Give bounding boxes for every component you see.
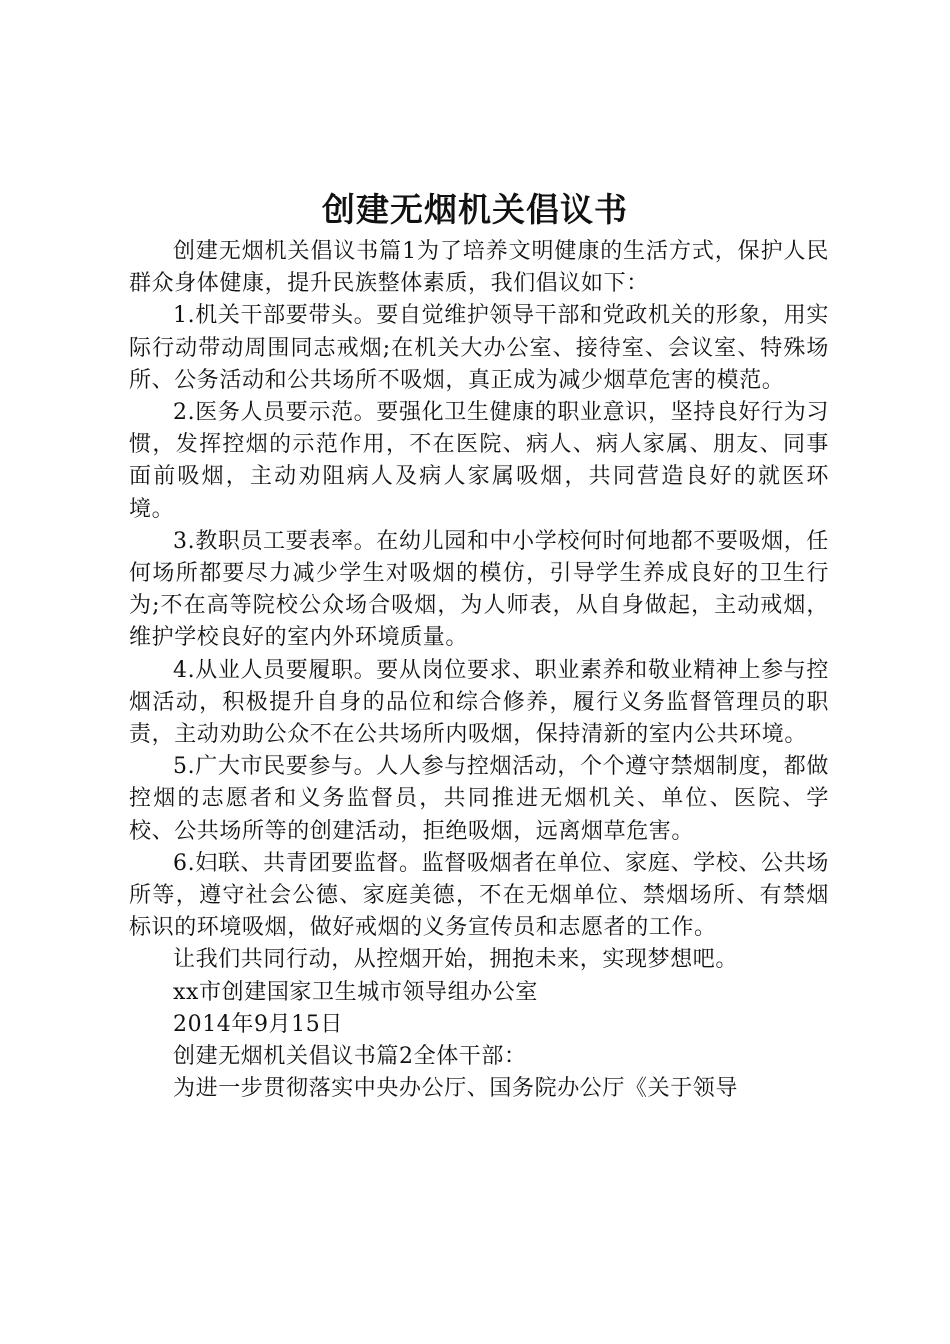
paragraph-closing: 让我们共同行动，从控烟开始，拥抱未来，实现梦想吧。: [173, 947, 739, 973]
document-title: 创建无烟机关倡议书: [322, 190, 628, 229]
paragraph-item-1: 1.机关干部要带头。要自觉维护领导干部和党政机关的形象，用实际行动带动周围同志戒烟;在机关大办公室、接待室、会议室、特殊场所、公务活动和公共场所不吸烟，真正成为减少烟草危害的模范。: [129, 303, 829, 393]
paragraph-item-3: 3.教职员工要表率。在幼儿园和中小学校何时何地都不要吸烟，任何场所都要尽力减少学生对吸烟的模仿，引导学生养成良好的卫生行为;不在高等院校公众场合吸烟，为人师表，从自身做起，主动戒烟，维护学校良好的室内外环境质量。: [129, 528, 829, 651]
document-body: [129, 236, 829, 1105]
paragraph-item-5: 5.广大市民要参与。人人参与控烟活动，个个遵守禁烟制度，都做控烟的志愿者和义务监督员，共同推进无烟机关、单位、医院、学校、公共场所等的创建活动，拒绝吸烟，远离烟草危害。: [129, 754, 829, 844]
paragraph-part2-heading: 创建无烟机关倡议书篇2全体干部：: [173, 1044, 527, 1070]
paragraph-item-4: 4.从业人员要履职。要从岗位要求、职业素养和敬业精神上参与控烟活动，积极提升自身的品位和综合修养，履行义务监督管理员的职责，主动劝助公众不在公共场所内吸烟，保持清新的室内公共环境。: [129, 657, 829, 748]
paragraph-part2-start: 为进一步贯彻落实中央办公厅、国务院办公厅《关于领导: [173, 1076, 739, 1102]
signature-organization: xx市创建国家卫生城市领导组办公室: [173, 979, 539, 1005]
paragraph-intro: 创建无烟机关倡议书篇1为了培养文明健康的生活方式，保护人民群众身体健康，提升民族整体素质，我们倡议如下：: [129, 239, 829, 297]
paragraph-item-2: 2.医务人员要示范。要强化卫生健康的职业意识，坚持良好行为习惯，发挥控烟的示范作用，不在医院、病人、病人家属、朋友、同事面前吸烟，主动劝阻病人及病人家属吸烟，共同营造良好的就医环境。: [129, 400, 829, 522]
paragraph-item-6: 6.妇联、共青团要监督。监督吸烟者在单位、家庭、学校、公共场所等，遵守社会公德、家庭美德，不在无烟单位、禁烟场所、有禁烟标识的环境吸烟，做好戒烟的义务宣传员和志愿者的工作。: [129, 850, 829, 941]
signature-date: 2014年9月15日: [173, 1011, 343, 1037]
